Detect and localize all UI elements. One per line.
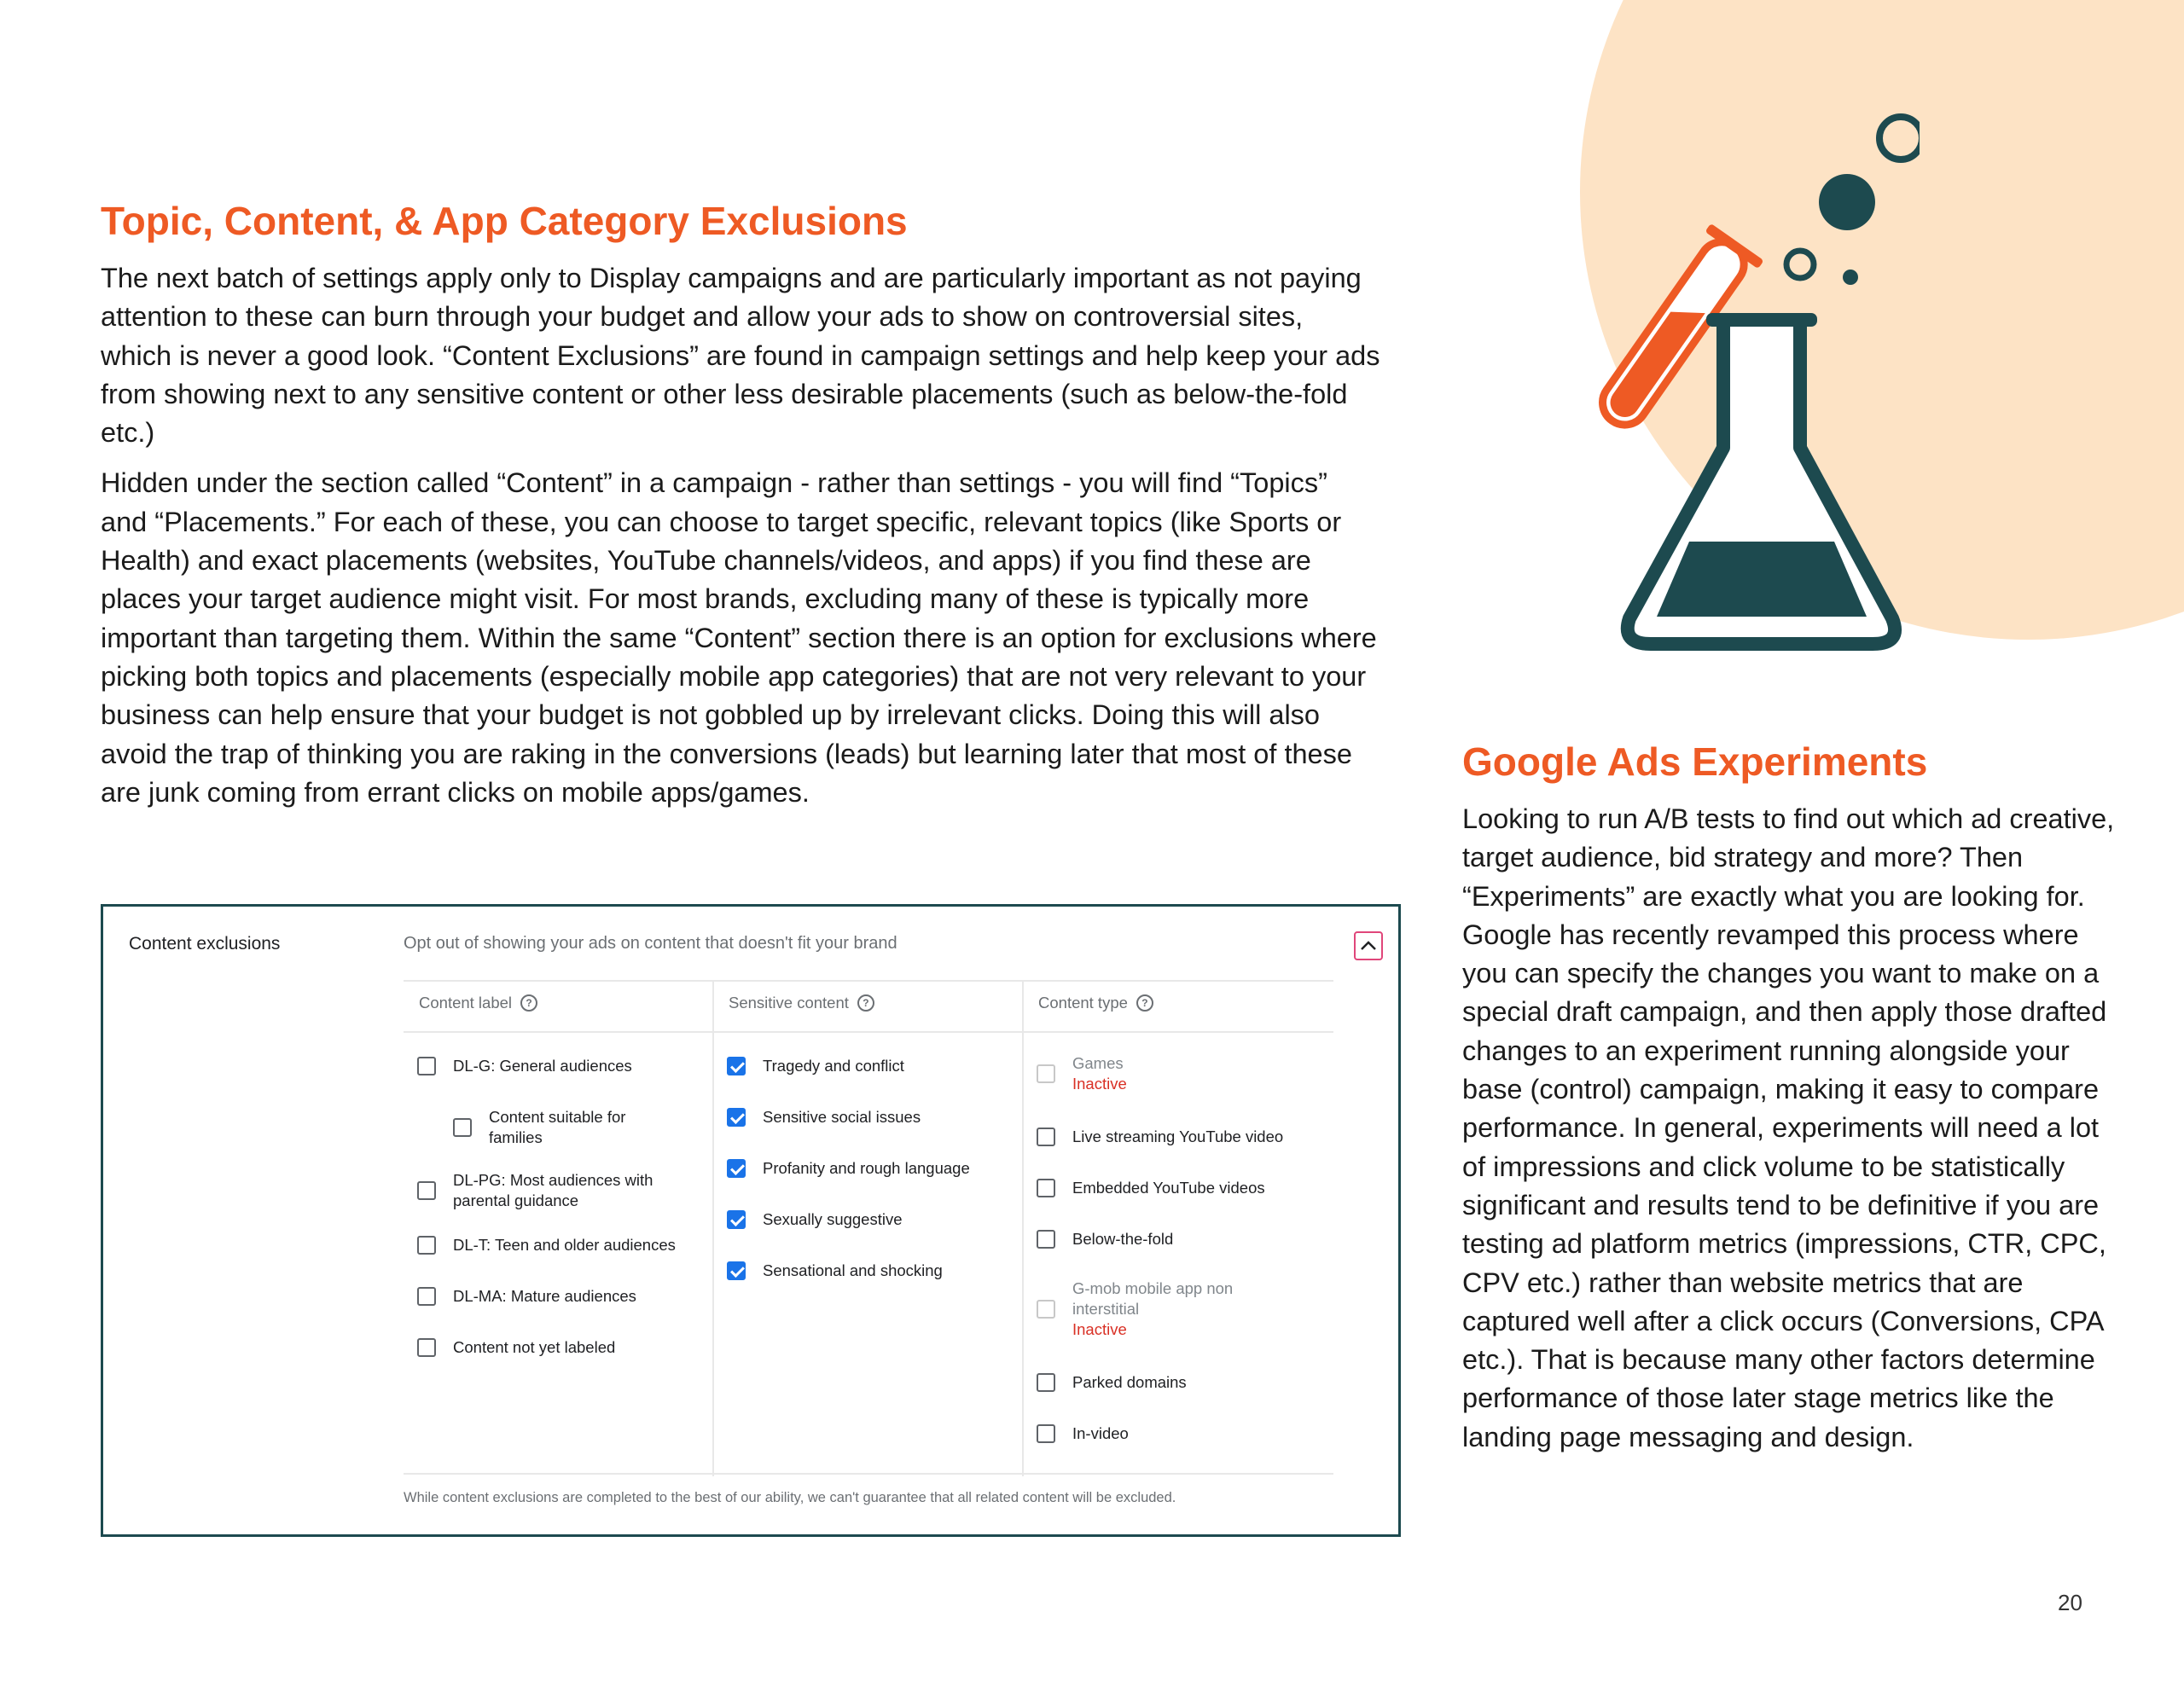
checkbox-dl-g[interactable]: DL-G: General audiences <box>417 1056 700 1076</box>
checkbox-parked-domains[interactable]: Parked domains <box>1037 1372 1337 1393</box>
column-divider <box>1022 982 1024 1476</box>
checkbox[interactable] <box>417 1057 436 1075</box>
panel-footer-note: While content exclusions are completed to the best of our ability, we can't guarantee that all related content will be excluded. <box>404 1490 1176 1505</box>
chevron-up-icon <box>1360 938 1377 954</box>
checkbox-sensitive-social-issues[interactable]: Sensitive social issues <box>727 1107 1019 1128</box>
checkbox[interactable] <box>417 1181 436 1200</box>
checkbox-checked[interactable] <box>727 1261 746 1280</box>
status-inactive: Inactive <box>1072 1075 1127 1093</box>
checkbox[interactable] <box>1037 1373 1055 1392</box>
status-inactive: Inactive <box>1072 1320 1127 1338</box>
section-heading: Topic, Content, & App Category Exclusions <box>101 199 908 243</box>
checkbox[interactable] <box>1037 1128 1055 1146</box>
checkbox-checked[interactable] <box>727 1159 746 1178</box>
checkbox-disabled <box>1037 1300 1055 1319</box>
page-number: 20 <box>2058 1590 2082 1615</box>
checkbox[interactable] <box>1037 1179 1055 1197</box>
checkbox-sensational-and-shocking[interactable]: Sensational and shocking <box>727 1261 1019 1281</box>
column-header-content-type: Content type ? <box>1038 994 1153 1012</box>
checkbox-not-yet-labeled[interactable]: Content not yet labeled <box>417 1337 700 1358</box>
checkbox-disabled <box>1037 1064 1055 1083</box>
checkbox-checked[interactable] <box>727 1057 746 1075</box>
divider <box>404 980 1333 982</box>
checkbox-suitable-for-families[interactable]: Content suitable for families <box>453 1107 668 1148</box>
checkbox-profanity[interactable]: Profanity and rough language <box>727 1158 1019 1179</box>
help-icon[interactable]: ? <box>857 994 874 1012</box>
checkbox[interactable] <box>417 1338 436 1357</box>
sidebar-heading: Google Ads Experiments <box>1462 739 1928 784</box>
help-icon[interactable]: ? <box>520 994 537 1012</box>
checkbox-dl-t[interactable]: DL-T: Teen and older audiences <box>417 1235 709 1255</box>
checkbox-dl-pg[interactable]: DL-PG: Most audiences with parental guidance <box>417 1170 700 1211</box>
divider <box>404 1031 1333 1033</box>
checkbox[interactable] <box>1037 1230 1055 1249</box>
checkbox-live-streaming[interactable]: Live streaming YouTube video <box>1037 1127 1337 1147</box>
article-paragraph: Hidden under the section called “Content” in a campaign - rather than settings - you will find “Topics” and “Placements.” For each of these, you can choose to target specific, relevant topics (like Sports or Health) and exact placements (websites, YouTube channels/videos, and apps) if you find these are places your target audience might visit. For most brands, excluding many of these is typically more important than targeting them. Within the same “Content” section there is an option for exclusions where picking both topics and placements (especially mobile app categories) that are not very relevant to your business can help ensure that your budget is not gobbled up by irrelevant clicks. Doing this will also avoid the trap of thinking you are raking in the conversions (leads) but learning later that most of these are junk coming from errant clicks on mobile apps/games. <box>101 467 1377 808</box>
article-body <box>101 259 1380 824</box>
collapse-button[interactable] <box>1354 931 1383 960</box>
content-exclusions-screenshot <box>101 904 1401 1537</box>
checkbox-tragedy-and-conflict[interactable]: Tragedy and conflict <box>727 1056 1019 1076</box>
panel-description: Opt out of showing your ads on content that doesn't fit your brand <box>404 934 897 953</box>
sidebar-body: Looking to run A/B tests to find out which ad creative, target audience, bid strategy and more? Then “Experiments” are exactly what you are looking for. Google has recently revamped this process where you can specify the changes you want to make on a special draft campaign, and then apply those drafted changes to an experiment running alongside your base (control) campaign, making it easy to compare performance. In general, experiments will need a lot of impressions and click volume to be statistically significant and results tend to be definitive if you are testing ad platform metrics (impressions, CTR, CPC, CPV etc.) rather than website metrics that are captured well after a click occurs (Conversions, CPA etc.). That is because many other factors determine performance of those later stage metrics like the landing page messaging and design. <box>1462 803 2115 1452</box>
checkbox-gmob-app[interactable]: G-mob mobile app non interstitial Inactive <box>1037 1278 1269 1340</box>
checkbox-below-the-fold[interactable]: Below-the-fold <box>1037 1229 1337 1249</box>
article-paragraph: The next batch of settings apply only to Display campaigns and are particularly important as not paying attention to these can burn through your budget and allow your ads to show on controversial sites, which is never a good look. “Content Exclusions” are found in campaign settings and help keep your ads from showing next to any sensitive content or other less desirable placements (such as below-the-fold etc.) <box>101 263 1380 449</box>
divider <box>404 1473 1333 1475</box>
checkbox[interactable] <box>417 1236 436 1255</box>
checkbox-checked[interactable] <box>727 1210 746 1229</box>
checkbox[interactable] <box>417 1287 436 1306</box>
checkbox-dl-ma[interactable]: DL-MA: Mature audiences <box>417 1286 700 1307</box>
checkbox-checked[interactable] <box>727 1108 746 1127</box>
checkbox[interactable] <box>453 1118 472 1137</box>
science-flask-icon <box>1510 98 1920 661</box>
checkbox-sexually-suggestive[interactable]: Sexually suggestive <box>727 1209 1019 1230</box>
help-icon[interactable]: ? <box>1136 994 1153 1012</box>
column-header-content-label: Content label ? <box>419 994 537 1012</box>
checkbox-embedded-youtube[interactable]: Embedded YouTube videos <box>1037 1178 1337 1198</box>
column-header-sensitive-content: Sensitive content ? <box>729 994 874 1012</box>
checkbox-games[interactable]: Games Inactive <box>1037 1053 1328 1094</box>
checkbox[interactable] <box>1037 1424 1055 1443</box>
panel-title: Content exclusions <box>129 934 281 954</box>
checkbox-in-video[interactable]: In-video <box>1037 1423 1337 1444</box>
column-divider <box>712 982 714 1476</box>
